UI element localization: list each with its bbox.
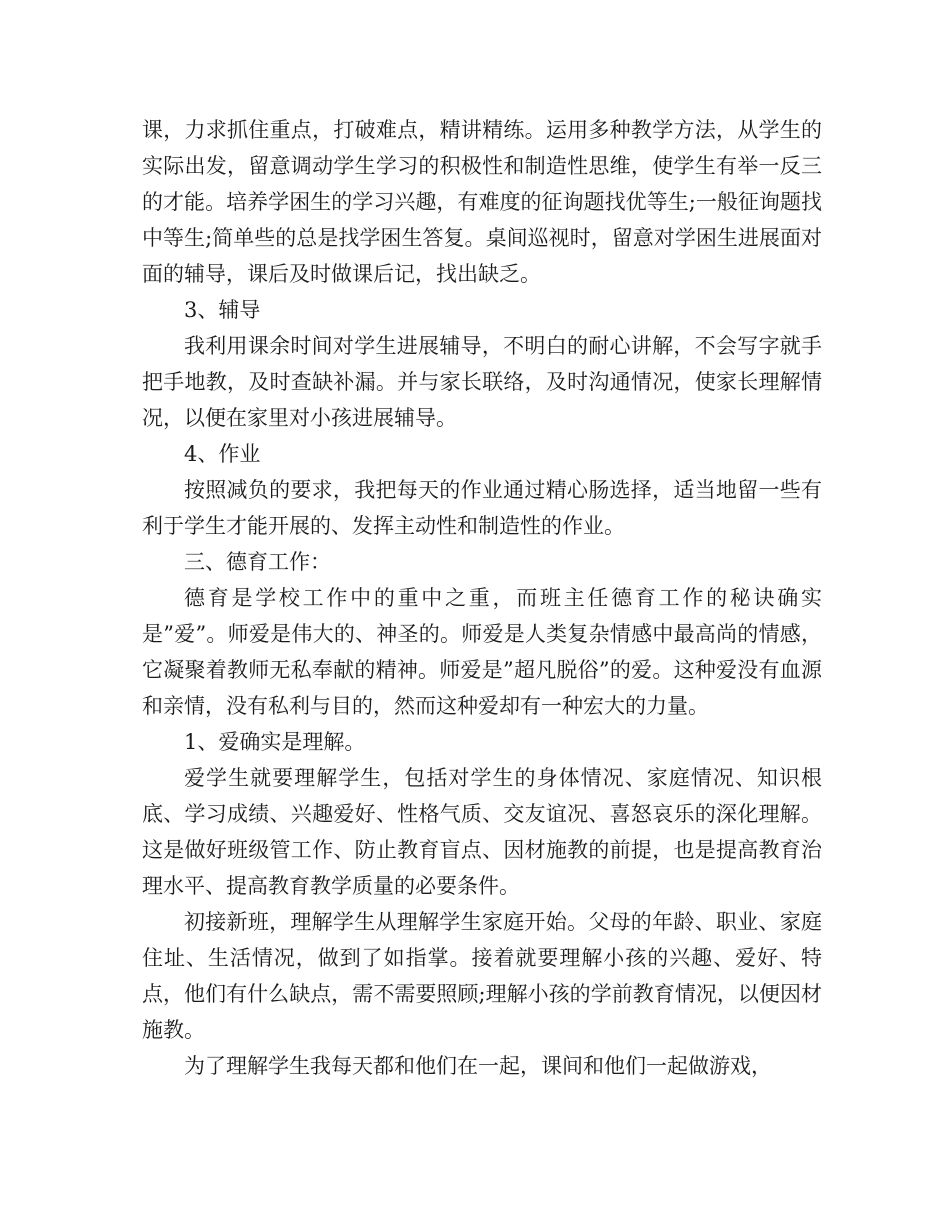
heading-love-is-understanding: 1、爱确实是理解。 — [184, 730, 366, 754]
heading-moral-education: 三、德育工作： — [184, 550, 331, 574]
heading-homework: 4、作业 — [184, 442, 261, 466]
paragraph-continuation: 课，力求抓住重点，打破难点，精讲精练。运用多种教学方法，从学生的实际出发，留意调动学生学习的积极性和制造性思维，使学生有举一反三的才能。培养学困生的学习兴趣，有难度的征询题找优等生;一般征询题找中等生;简单些的总是找学困生答复。桌间巡视时，留意对学困生进展面对面的辅导，课后及时做课后记，找出缺乏。 — [142, 118, 822, 286]
paragraph-daily-together: 为了理解学生我每天都和他们在一起，课间和他们一起做游戏， — [184, 1054, 772, 1078]
paragraph-new-class: 初接新班，理解学生从理解学生家庭开始。父母的年龄、职业、家庭住址、生活情况，做到了如指掌。接着就要理解小孩的兴趣、爱好、特点，他们有什么缺点，需不需要照顾;理解小孩的学前教育情况，以便因材施教。 — [142, 910, 822, 1042]
document-body — [142, 112, 822, 1084]
paragraph-tutoring: 我利用课余时间对学生进展辅导，不明白的耐心讲解，不会写字就手把手地教，及时查缺补漏。并与家长联络，及时沟通情况，使家长理解情况，以便在家里对小孩进展辅导。 — [142, 334, 822, 430]
heading-tutoring: 3、辅导 — [184, 298, 261, 322]
paragraph-homework: 按照减负的要求，我把每天的作业通过精心肠选择，适当地留一些有利于学生才能开展的、发挥主动性和制造性的作业。 — [142, 478, 822, 538]
paragraph-understanding-students: 爱学生就要理解学生，包括对学生的身体情况、家庭情况、知识根底、学习成绩、兴趣爱好、性格气质、交友谊况、喜怒哀乐的深化理解。这是做好班级管工作、防止教育盲点、因材施教的前提，也是提高教育治理水平、提高教育教学质量的必要条件。 — [142, 766, 822, 898]
paragraph-moral-education: 德育是学校工作中的重中之重，而班主任德育工作的秘诀确实是”爱”。师爱是伟大的、神圣的。师爱是人类复杂情感中最高尚的情感，它凝聚着教师无私奉献的精神。师爱是”超凡脱俗”的爱。这种爱没有血源和亲情，没有私利与目的，然而这种爱却有一种宏大的力量。 — [142, 586, 822, 718]
